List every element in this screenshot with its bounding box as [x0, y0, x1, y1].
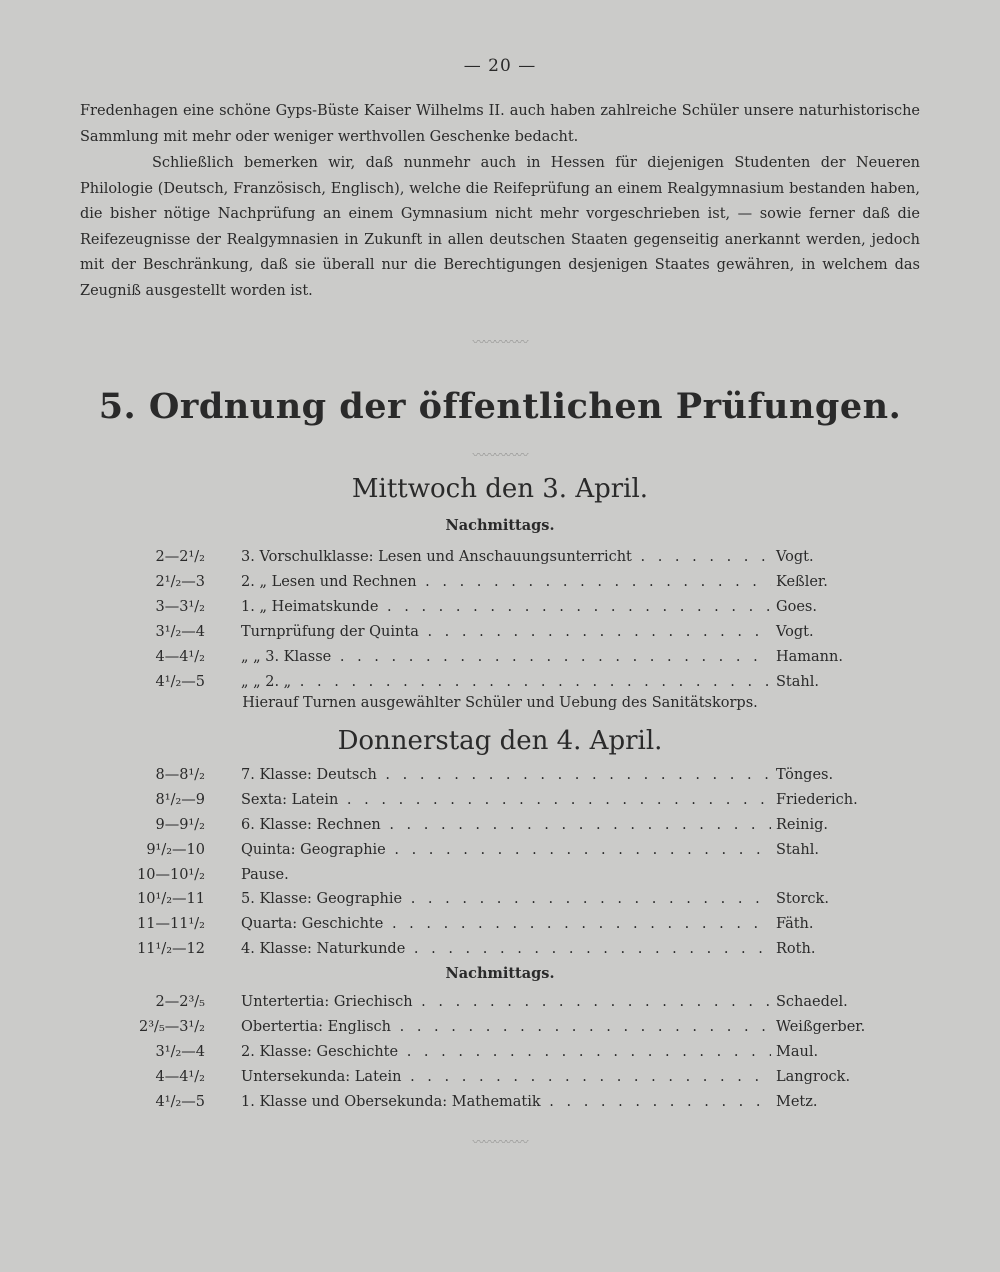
row-subject: Quinta: Geographie . . .	[241, 838, 771, 862]
afternoon-label-thursday: Nachmittags.	[445, 965, 555, 982]
row-time: 11—11¹/₂	[137, 916, 205, 932]
day-heading-wednesday: Mittwoch den 3. April.	[351, 474, 649, 504]
schedule-row	[0, 863, 1000, 887]
row-subject: „ „ 3. Klasse . . .	[241, 645, 771, 669]
paragraph-2: Schließlich bemerken wir, daß nunmehr auch in Hessen für diejenigen Studenten der Neueren Philologie (Deutsch, Französisch, Englisch), welche die Reifeprüfung an einem Realgymnasium bestanden haben, die bisher nötige Nachprüfung an einem Gymnasium nicht mehr vorgeschrieben ist, — sowie ferner daß die Reifezeugnisse der Realgymnasien in Zukunft in allen deutschen Staaten gegenseitig anerkannt werden, jedoch mit der Beschränkung, daß sie überall nur die Berechtigungen desjenigen Staates gewähren, in welchem das Zeugniß ausgestellt worden ist.	[80, 155, 920, 299]
row-time: 3¹/₂—4	[155, 624, 205, 640]
row-time: 2¹/₂—3	[155, 574, 205, 590]
row-teacher: Vogt.	[776, 624, 814, 640]
row-subject: 5. Klasse: Geographie . . .	[241, 887, 771, 911]
row-subject: Untersekunda: Latein . . .	[241, 1065, 771, 1089]
schedule-row	[0, 937, 1000, 961]
row-subject: Obertertia: Englisch . . .	[241, 1015, 771, 1039]
section-heading: 5. Ordnung der öffentlichen Prüfungen.	[98, 386, 902, 427]
schedule-row	[0, 912, 1000, 936]
row-time: 10¹/₂—11	[137, 891, 205, 907]
ornament-divider: 〰〰〰〰〰	[472, 1135, 528, 1149]
row-teacher: Fäth.	[776, 916, 814, 932]
row-subject: 2. Klasse: Geschichte . . .	[241, 1040, 771, 1064]
row-subject: Quarta: Geschichte . . .	[241, 912, 771, 936]
afternoon-label-wednesday: Nachmittags.	[445, 517, 555, 534]
row-teacher: Weißgerber.	[776, 1019, 866, 1035]
schedule-row	[0, 645, 1000, 669]
schedule-row	[0, 670, 1000, 694]
row-time: 9—9¹/₂	[155, 817, 205, 833]
schedule-row	[0, 545, 1000, 569]
schedule-row	[0, 570, 1000, 594]
schedule-row	[0, 788, 1000, 812]
row-subject: Turnprüfung der Quinta . . .	[241, 620, 771, 644]
row-subject: 6. Klasse: Rechnen . . .	[241, 813, 771, 837]
row-subject: 1. Klasse und Obersekunda: Mathematik . . .	[241, 1090, 771, 1114]
row-teacher: Tönges.	[776, 767, 834, 783]
row-teacher: Stahl.	[776, 674, 819, 690]
day-heading-thursday: Donnerstag den 4. April.	[337, 726, 663, 756]
row-teacher: Metz.	[776, 1094, 818, 1110]
row-time: 2—2¹/₂	[155, 549, 205, 565]
row-teacher: Goes.	[776, 599, 817, 615]
row-time: 11¹/₂—12	[137, 941, 205, 957]
row-teacher: Vogt.	[776, 549, 814, 565]
row-subject: 1. „ Heimatskunde . . .	[241, 595, 771, 619]
row-subject: 7. Klasse: Deutsch . . .	[241, 763, 771, 787]
row-time: 4—4¹/₂	[155, 1069, 205, 1085]
row-subject: Pause.	[241, 867, 289, 883]
paragraph-1: Fredenhagen eine schöne Gyps-Büste Kaiser Wilhelms II. auch haben zahlreiche Schüler unsere naturhistorische Sammlung mit mehr oder weniger werthvollen Geschenke bedacht.	[80, 103, 920, 145]
note-text: Hierauf Turnen ausgewählter Schüler und Uebung des Sanitätskorps.	[242, 695, 758, 711]
row-teacher: Hamann.	[776, 649, 843, 665]
row-teacher: Friederich.	[776, 792, 858, 808]
row-teacher: Maul.	[776, 1044, 819, 1060]
row-teacher: Langrock.	[776, 1069, 851, 1085]
ornament-divider: 〰〰〰〰〰	[472, 335, 528, 349]
schedule-row	[0, 990, 1000, 1014]
schedule-row	[0, 763, 1000, 787]
schedule-row	[0, 620, 1000, 644]
row-teacher: Stahl.	[776, 842, 819, 858]
row-subject: „ „ 2. „ . . .	[241, 670, 771, 694]
schedule-row	[0, 813, 1000, 837]
row-teacher: Storck.	[776, 891, 829, 907]
row-teacher: Keßler.	[776, 574, 828, 590]
row-teacher: Schaedel.	[776, 994, 848, 1010]
schedule-row	[0, 1065, 1000, 1089]
row-time: 4¹/₂—5	[155, 674, 205, 690]
schedule-row	[0, 838, 1000, 862]
row-subject: Sexta: Latein . . .	[241, 788, 771, 812]
row-time: 4¹/₂—5	[155, 1094, 205, 1110]
row-subject: 2. „ Lesen und Rechnen . . .	[241, 570, 771, 594]
row-time: 2³/₅—3¹/₂	[139, 1019, 205, 1035]
row-time: 3—3¹/₂	[155, 599, 205, 615]
row-time: 8—8¹/₂	[155, 767, 205, 783]
ornament-divider: 〰〰〰〰〰	[472, 448, 528, 462]
row-teacher: Roth.	[776, 941, 816, 957]
row-time: 9¹/₂—10	[146, 842, 205, 858]
schedule-row	[0, 1090, 1000, 1114]
schedule-row	[0, 1040, 1000, 1064]
row-teacher: Reinig.	[776, 817, 829, 833]
row-subject: Untertertia: Griechisch . . .	[241, 990, 771, 1014]
row-time: 2—2³/₅	[155, 994, 205, 1010]
row-time: 3¹/₂—4	[155, 1044, 205, 1060]
schedule-row	[0, 1015, 1000, 1039]
page-number: — 20 —	[463, 56, 537, 76]
schedule-row	[0, 595, 1000, 619]
row-time: 10—10¹/₂	[137, 867, 205, 883]
row-time: 8¹/₂—9	[155, 792, 205, 808]
row-time: 4—4¹/₂	[155, 649, 205, 665]
row-subject: 4. Klasse: Naturkunde . . .	[241, 937, 771, 961]
schedule-row	[0, 887, 1000, 911]
row-subject: 3. Vorschulklasse: Lesen und Anschauungsunterricht . . .	[241, 545, 771, 569]
